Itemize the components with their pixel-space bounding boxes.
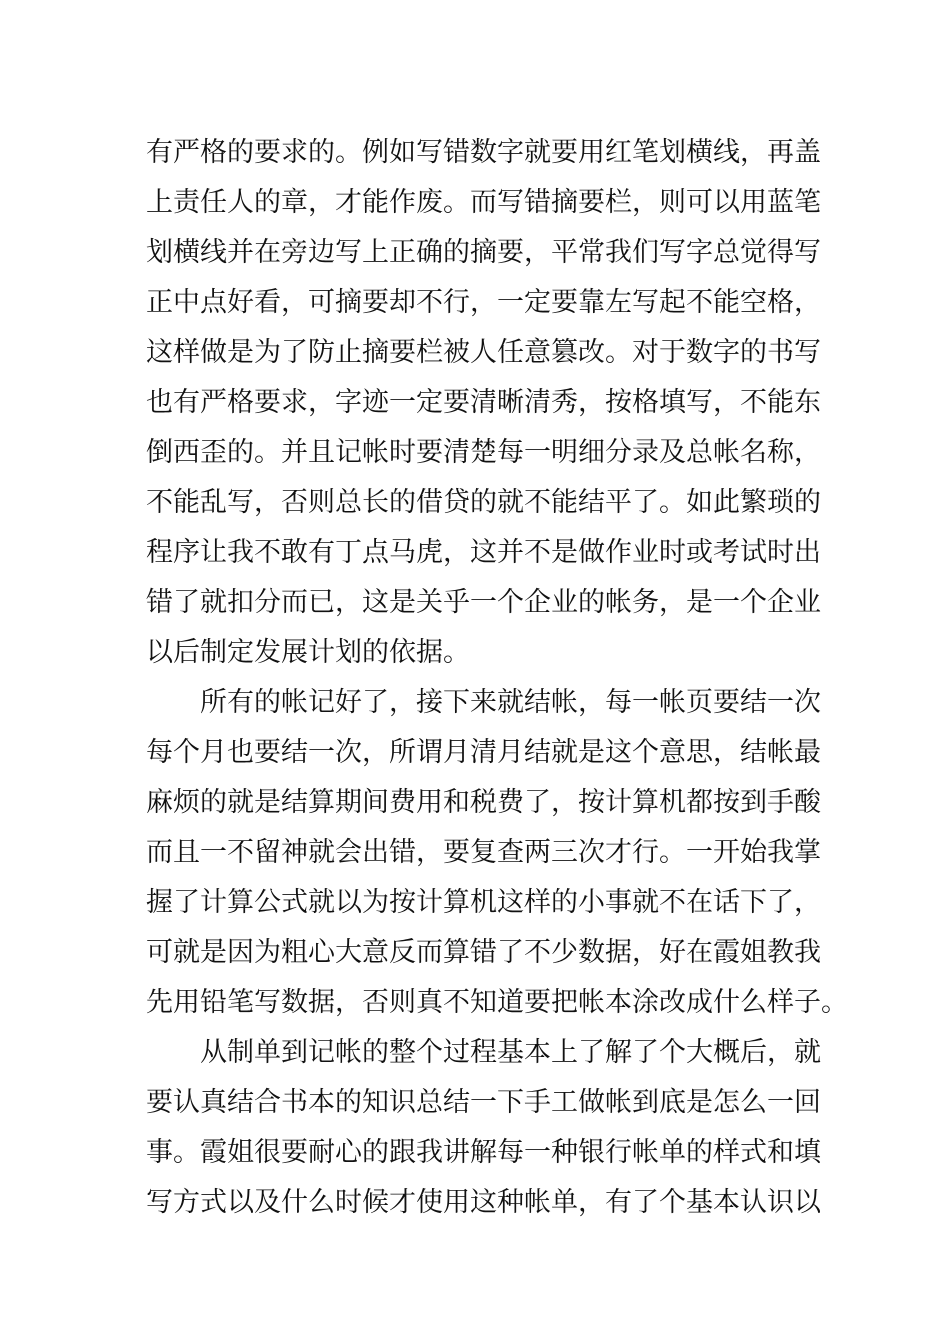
text-line: 要认真结合书本的知识总结一下手工做帐到底是怎么一回 <box>146 1087 821 1118</box>
text-line: 错了就扣分而已，这是关乎一个企业的帐务，是一个企业 <box>146 587 821 618</box>
text-line: 握了计算公式就以为按计算机这样的小事就不在话下了， <box>146 887 821 918</box>
text-line: 可就是因为粗心大意反而算错了不少数据，好在霞姐教我 <box>146 937 821 968</box>
text-line: 事。霞姐很要耐心的跟我讲解每一种银行帐单的样式和填 <box>146 1137 821 1168</box>
text-line: 倒西歪的。并且记帐时要清楚每一明细分录及总帐名称， <box>146 437 821 468</box>
text-line: 正中点好看，可摘要却不行，一定要靠左写起不能空格， <box>146 287 821 318</box>
text-line: 也有严格要求，字迹一定要清晰清秀，按格填写，不能东 <box>146 387 821 418</box>
text-line: 先用铅笔写数据，否则真不知道要把帐本涂改成什么样子。 <box>146 987 848 1018</box>
text-line: 上责任人的章，才能作废。而写错摘要栏，则可以用蓝笔 <box>146 187 821 218</box>
text-line: 划横线并在旁边写上正确的摘要，平常我们写字总觉得写 <box>146 237 821 268</box>
text-line: 有严格的要求的。例如写错数字就要用红笔划横线，再盖 <box>146 137 821 168</box>
text-line: 写方式以及什么时候才使用这种帐单，有了个基本认识以 <box>146 1187 821 1218</box>
text-line: 而且一不留神就会出错，要复查两三次才行。一开始我掌 <box>146 837 821 868</box>
body-text <box>146 128 848 1228</box>
text-line: 以后制定发展计划的依据。 <box>146 637 470 668</box>
text-line: 这样做是为了防止摘要栏被人任意篡改。对于数字的书写 <box>146 337 821 368</box>
text-line: 每个月也要结一次，所谓月清月结就是这个意思，结帐最 <box>146 737 821 768</box>
paragraph-start-line: 从制单到记帐的整个过程基本上了解了个大概后，就 <box>200 1037 821 1068</box>
text-line: 程序让我不敢有丁点马虎，这并不是做作业时或考试时出 <box>146 537 821 568</box>
text-line: 不能乱写，否则总长的借贷的就不能结平了。如此繁琐的 <box>146 487 821 518</box>
paragraph-start-line: 所有的帐记好了，接下来就结帐，每一帐页要结一次 <box>200 687 821 718</box>
text-line: 麻烦的就是结算期间费用和税费了，按计算机都按到手酸 <box>146 787 821 818</box>
